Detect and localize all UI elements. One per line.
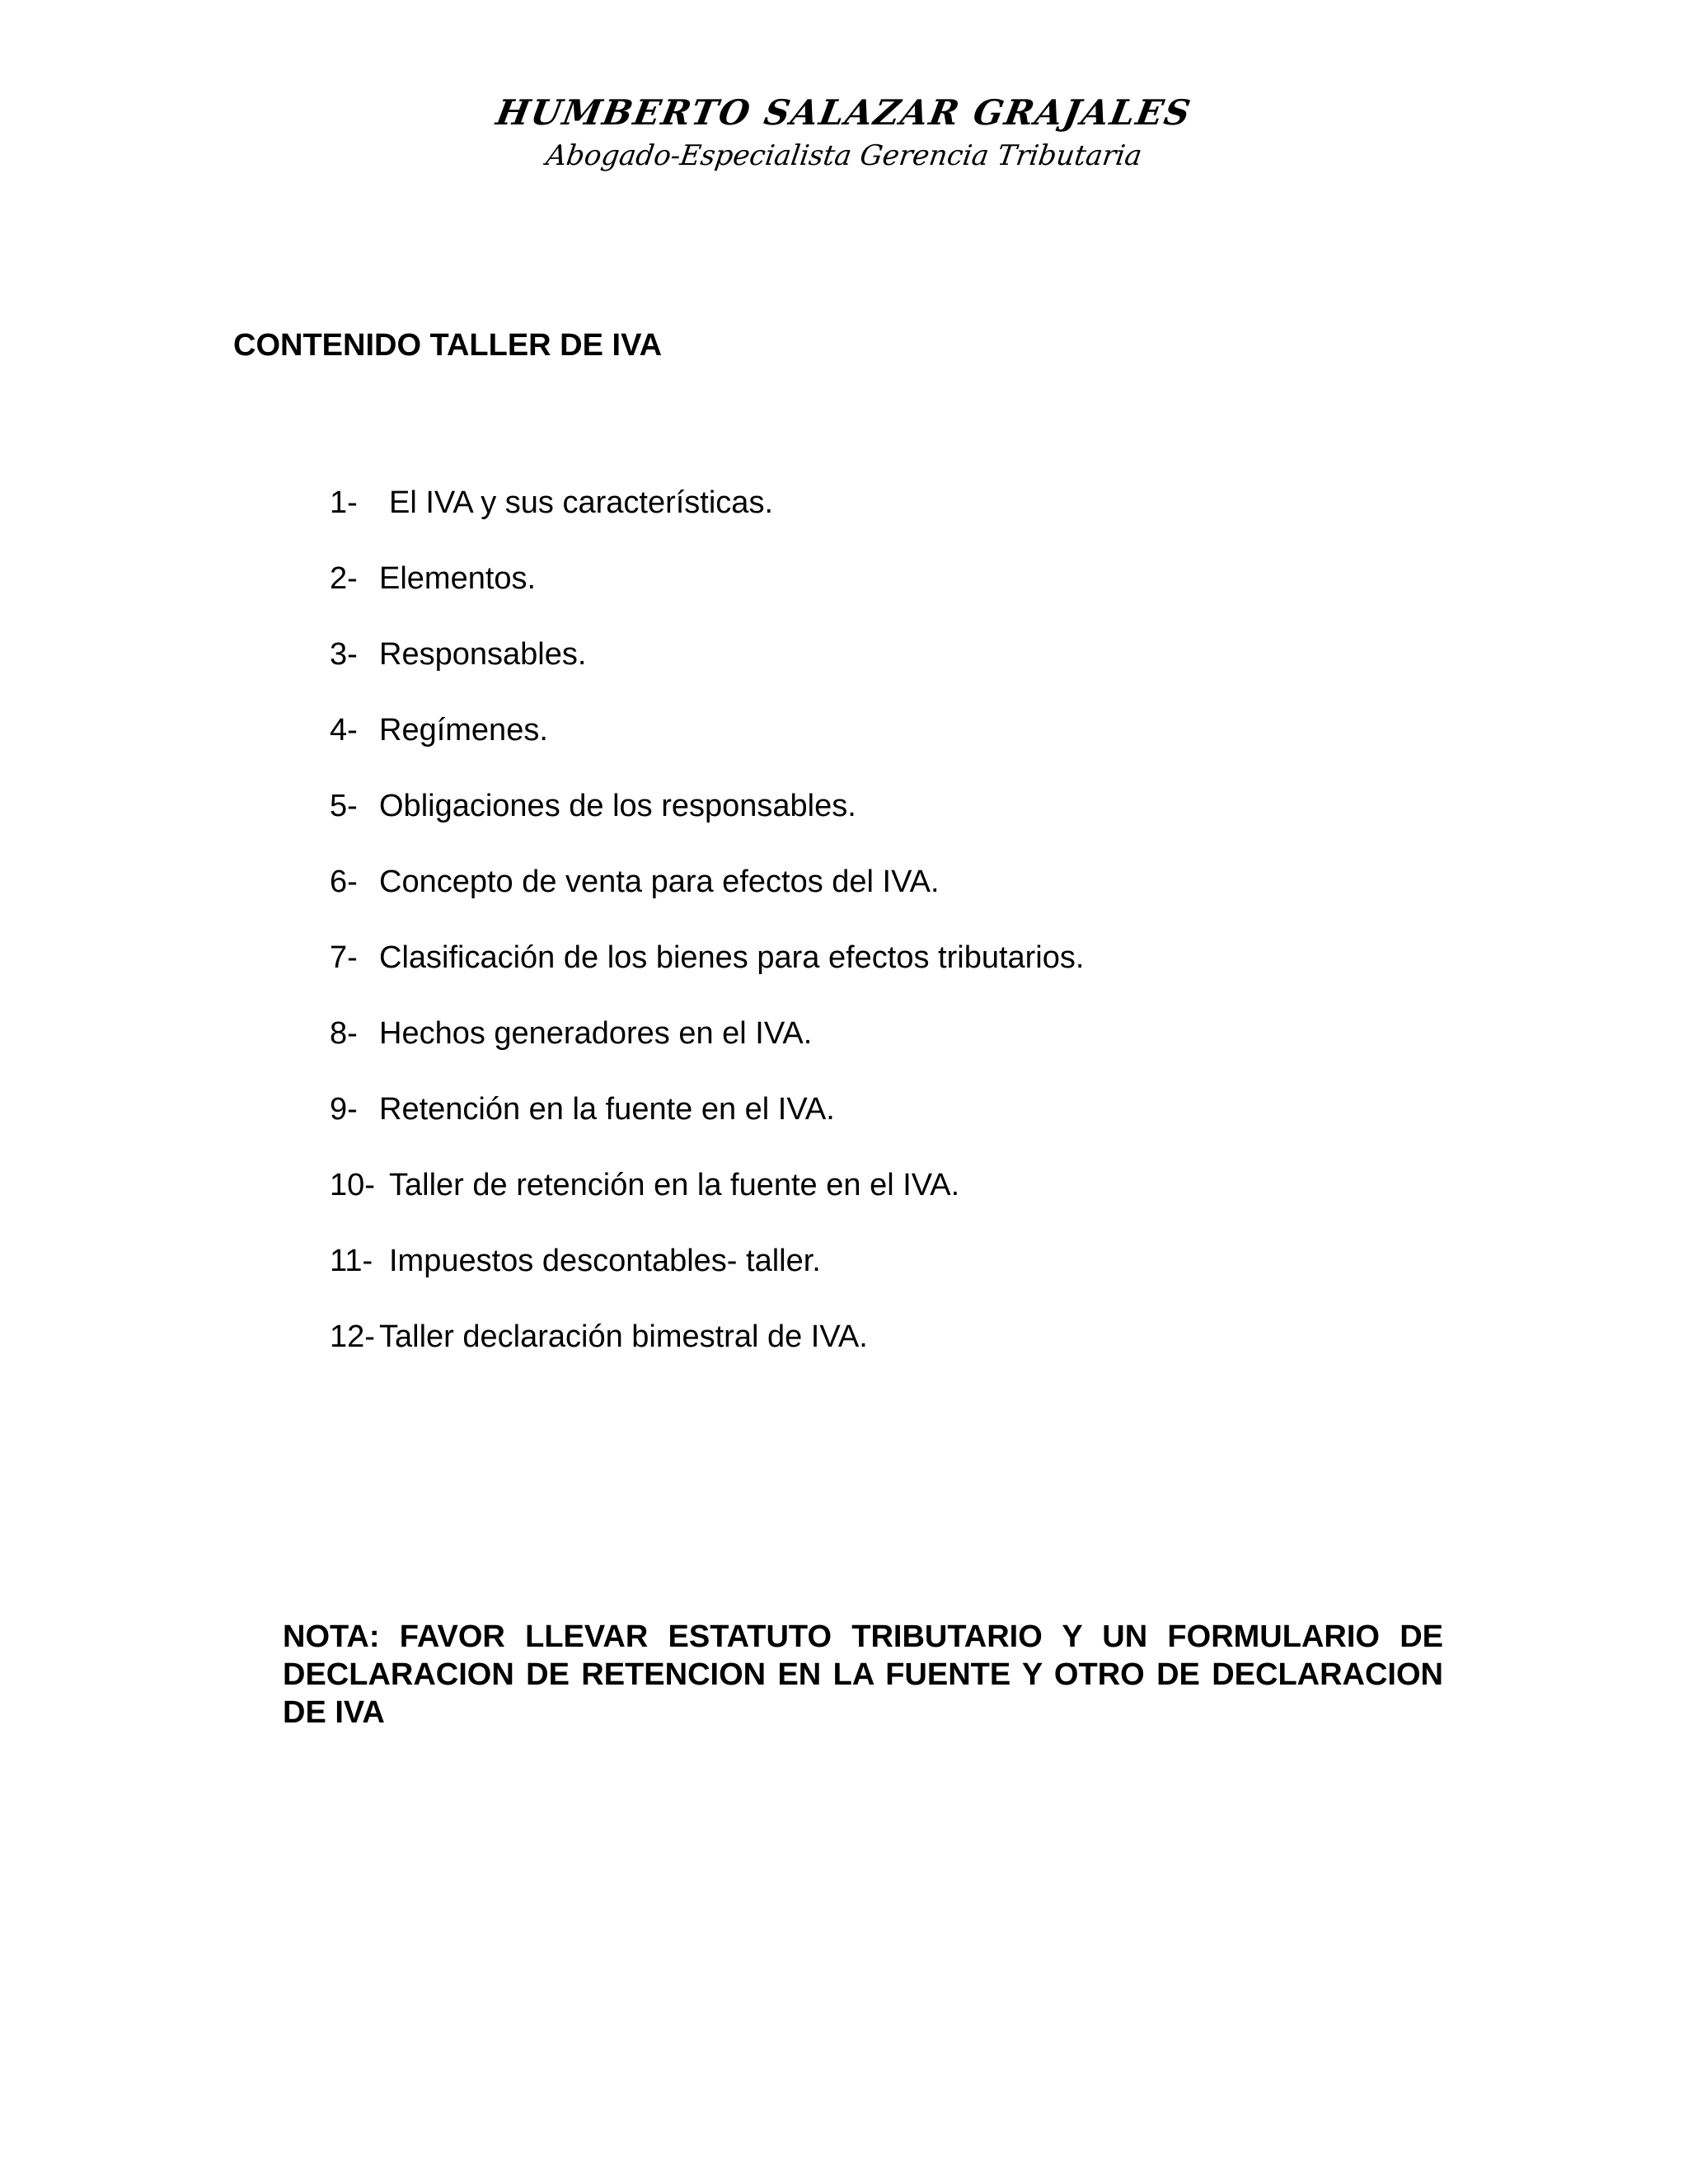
- letterhead: [0, 92, 1688, 172]
- list-item-number: 1-: [330, 485, 358, 520]
- list-item-text: Regímenes.: [379, 713, 548, 748]
- list-item-text: Hechos generadores en el IVA.: [379, 1016, 813, 1051]
- author-title: Abogado-Especialista Gerencia Tributaria: [544, 139, 1144, 172]
- list-item-text: Retención en la fuente en el IVA.: [379, 1092, 835, 1127]
- list-item-number: 4-: [330, 713, 358, 748]
- list-item: [330, 1318, 1084, 1394]
- list-item-text: Elementos.: [379, 561, 537, 596]
- list-item: [330, 1242, 1084, 1318]
- list-item-text: El IVA y sus características.: [389, 485, 774, 520]
- list-item: [330, 1166, 1084, 1242]
- list-item: [330, 787, 1084, 863]
- list-item-text: Responsables.: [379, 637, 587, 672]
- list-item-number: 8-: [330, 1016, 358, 1051]
- list-item-number: 12-: [330, 1319, 375, 1354]
- list-item-number: 11-: [330, 1244, 373, 1278]
- author-name: HUMBERTO SALAZAR GRAJALES: [493, 92, 1195, 133]
- list-item: [330, 560, 1084, 635]
- list-item-text: Taller declaración bimestral de IVA.: [379, 1319, 868, 1354]
- list-item: [330, 939, 1084, 1015]
- list-item-number: 2-: [330, 561, 358, 596]
- topic-list: [330, 484, 1084, 1394]
- list-item-text: Obligaciones de los responsables.: [379, 789, 856, 823]
- list-item-number: 10-: [330, 1168, 375, 1202]
- list-item: [330, 1015, 1084, 1090]
- list-item-number: 7-: [330, 940, 358, 975]
- page-title: CONTENIDO TALLER DE IVA: [233, 328, 663, 363]
- list-item-text: Impuestos descontables- taller.: [389, 1244, 821, 1278]
- list-item-text: Taller de retención en la fuente en el IVA.: [389, 1168, 960, 1202]
- list-item-number: 5-: [330, 789, 358, 823]
- list-item-number: 3-: [330, 637, 358, 672]
- list-item: [330, 484, 1084, 560]
- list-item: [330, 711, 1084, 787]
- list-item: [330, 635, 1084, 711]
- list-item: [330, 863, 1084, 939]
- list-item-text: Concepto de venta para efectos del IVA.: [379, 865, 940, 899]
- list-item-number: 9-: [330, 1092, 358, 1127]
- list-item-text: Clasificación de los bienes para efectos tributarios.: [379, 940, 1085, 975]
- note-paragraph: NOTA: FAVOR LLEVAR ESTATUTO TRIBUTARIO Y UN FORMULARIO DE DECLARACION DE RETENCION EN LA FUENTE Y OTRO DE DECLARACION DE IVA: [283, 1619, 1443, 1730]
- list-item-number: 6-: [330, 865, 358, 899]
- list-item: [330, 1090, 1084, 1166]
